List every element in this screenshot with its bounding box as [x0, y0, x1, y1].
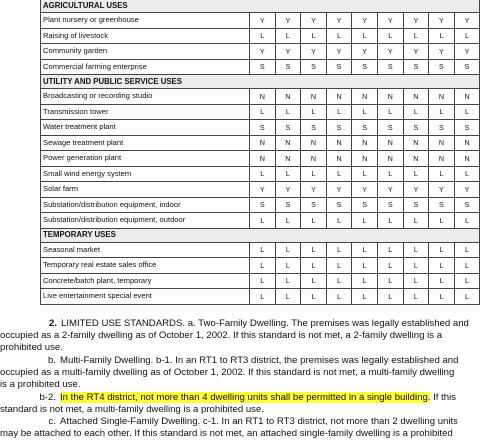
permission-cell: L: [275, 166, 301, 182]
table-row: [41, 28, 480, 44]
permission-cell: L: [429, 242, 455, 258]
paragraph-b: [0, 355, 496, 367]
use-name-cell: Community garden: [41, 44, 250, 60]
paragraph-text: Multi-Family Dwelling. b-1. In an RT1 to RT3 district, the premises was legally established and: [60, 355, 459, 366]
permission-cell: L: [377, 104, 403, 120]
permission-cell: L: [352, 273, 378, 289]
permission-cell: L: [250, 258, 276, 274]
permission-cell: L: [326, 289, 352, 305]
permission-cell: N: [454, 89, 480, 105]
paragraph-b-line: [0, 379, 496, 391]
permission-cell: N: [429, 151, 455, 167]
permission-cell: S: [301, 197, 327, 213]
permission-cell: L: [352, 242, 378, 258]
permission-cell: N: [403, 89, 429, 105]
permission-cell: Y: [301, 44, 327, 60]
permission-cell: L: [326, 104, 352, 120]
table-row: [41, 182, 480, 198]
table-row: [41, 197, 480, 213]
table-row: [41, 258, 480, 274]
permission-cell: L: [301, 213, 327, 229]
permission-cell: L: [377, 258, 403, 274]
permission-cell: L: [250, 28, 276, 44]
permission-cell: N: [377, 89, 403, 105]
table-row: [41, 151, 480, 167]
permission-cell: N: [326, 89, 352, 105]
permission-cell: Y: [250, 44, 276, 60]
table-row: [41, 120, 480, 136]
permission-cell: L: [301, 166, 327, 182]
permission-cell: S: [275, 120, 301, 136]
permission-cell: Y: [250, 182, 276, 198]
paragraph-text: occupied as a multi-family dwelling as of October 1, 2002. If this standard is not met, a multi-family dwelling: [0, 367, 455, 378]
permission-cell: S: [454, 59, 480, 75]
permission-cell: Y: [403, 44, 429, 60]
permission-cell: N: [429, 135, 455, 151]
permission-cell: L: [429, 258, 455, 274]
permission-cell: N: [352, 135, 378, 151]
table-row: [41, 242, 480, 258]
permission-cell: S: [250, 59, 276, 75]
permission-cell: S: [403, 120, 429, 136]
permission-cell: L: [403, 258, 429, 274]
paragraph-number: c.: [48, 416, 56, 427]
paragraph-text: is a prohibited use.: [0, 379, 81, 390]
permission-cell: N: [377, 135, 403, 151]
permission-cell: L: [301, 28, 327, 44]
permission-cell: N: [275, 89, 301, 105]
use-name-cell: Raising of livestock: [41, 28, 250, 44]
use-name-cell: Small wind energy system: [41, 166, 250, 182]
permission-cell: L: [352, 104, 378, 120]
permission-cell: L: [454, 28, 480, 44]
permission-cell: N: [250, 135, 276, 151]
permission-cell: L: [326, 273, 352, 289]
use-name-cell: Live entertainment special event: [41, 289, 250, 305]
table-row: [41, 166, 480, 182]
permission-cell: L: [352, 166, 378, 182]
permission-cell: L: [403, 289, 429, 305]
permission-cell: L: [275, 273, 301, 289]
use-name-cell: Temporary real estate sales office: [41, 258, 250, 274]
permission-cell: N: [429, 89, 455, 105]
permission-cell: L: [403, 242, 429, 258]
paragraph-text: standard is not met, a multi-family dwelling is a prohibited use.: [0, 404, 264, 415]
permission-cell: N: [301, 135, 327, 151]
section-header-row: [41, 228, 480, 242]
highlighted-text: In the RT4 district, not more than 4 dwelling units shall be permitted in a single building.: [60, 392, 431, 403]
permission-cell: S: [275, 59, 301, 75]
permission-cell: L: [275, 28, 301, 44]
paragraph-c-line: [0, 428, 496, 440]
permission-cell: L: [429, 166, 455, 182]
permission-cell: N: [352, 89, 378, 105]
section-title: TEMPORARY USES: [41, 228, 480, 242]
permission-cell: L: [454, 104, 480, 120]
permission-cell: S: [352, 59, 378, 75]
permission-cell: L: [352, 258, 378, 274]
permission-cell: Y: [301, 13, 327, 29]
permission-cell: L: [250, 104, 276, 120]
permission-cell: S: [326, 197, 352, 213]
section-title: AGRICULTURAL USES: [41, 0, 480, 13]
permission-cell: L: [429, 289, 455, 305]
permission-cell: N: [454, 135, 480, 151]
permission-cell: L: [352, 28, 378, 44]
paragraph-number: b-2.: [39, 392, 56, 403]
permission-cell: S: [275, 197, 301, 213]
permission-cell: S: [301, 120, 327, 136]
permission-cell: L: [326, 28, 352, 44]
paragraph-number: b.: [47, 355, 56, 366]
permission-cell: Y: [377, 182, 403, 198]
permission-cell: L: [326, 166, 352, 182]
permission-cell: L: [377, 242, 403, 258]
permission-cell: L: [454, 273, 480, 289]
use-table: [40, 0, 480, 305]
permission-cell: L: [377, 213, 403, 229]
section-header-row: [41, 0, 480, 13]
table-row: [41, 59, 480, 75]
permission-cell: L: [403, 28, 429, 44]
permission-cell: N: [275, 151, 301, 167]
permission-cell: S: [250, 197, 276, 213]
permission-cell: Y: [454, 44, 480, 60]
permission-cell: S: [454, 120, 480, 136]
permission-cell: S: [326, 120, 352, 136]
permission-cell: L: [377, 166, 403, 182]
paragraph-number: 2.: [48, 318, 57, 329]
permission-cell: L: [275, 289, 301, 305]
paragraph-b-line: [0, 367, 496, 379]
paragraph-text: prohibited use.: [0, 342, 63, 353]
paragraph-2-line: [0, 342, 496, 354]
permission-cell: S: [301, 59, 327, 75]
permission-cell: N: [454, 151, 480, 167]
table-row: [41, 273, 480, 289]
paragraph-2-line: [0, 330, 496, 342]
permission-cell: Y: [250, 13, 276, 29]
permission-cell: Y: [429, 44, 455, 60]
permission-cell: L: [403, 213, 429, 229]
paragraph-c: [0, 416, 496, 428]
permission-cell: L: [250, 166, 276, 182]
permission-cell: L: [454, 289, 480, 305]
permission-cell: N: [403, 135, 429, 151]
permission-cell: S: [377, 197, 403, 213]
permission-cell: L: [377, 28, 403, 44]
paragraph-2: [0, 318, 496, 330]
permission-cell: S: [403, 59, 429, 75]
permission-cell: Y: [352, 13, 378, 29]
permission-cell: Y: [429, 13, 455, 29]
use-name-cell: Substation/distribution equipment, outdoor: [41, 213, 250, 229]
use-name-cell: Water treatment plant: [41, 120, 250, 136]
permission-cell: L: [250, 273, 276, 289]
permission-cell: Y: [454, 13, 480, 29]
paragraph-text: occupied as a 2-family dwelling as of October 1, 2002. If this standard is not met, a 2-family dwelling is a: [0, 330, 443, 341]
permission-cell: Y: [275, 13, 301, 29]
permission-cell: Y: [429, 182, 455, 198]
permission-cell: L: [275, 258, 301, 274]
permission-cell: S: [352, 197, 378, 213]
section-header-row: [41, 75, 480, 89]
permission-cell: N: [250, 89, 276, 105]
use-name-cell: Power generation plant: [41, 151, 250, 167]
permission-cell: S: [250, 120, 276, 136]
permission-cell: Y: [377, 44, 403, 60]
paragraph-text: may be attached to each other. If this standard is not met, an attached single-family dwelling is a prohibited: [0, 428, 453, 439]
permission-cell: N: [301, 89, 327, 105]
table-row: [41, 135, 480, 151]
permission-cell: L: [275, 242, 301, 258]
paragraph-text: LIMITED USE STANDARDS. a. Two-Family Dwelling. The premises was legally established and: [61, 318, 469, 329]
table-row: [41, 213, 480, 229]
table-row: [41, 289, 480, 305]
permission-cell: L: [352, 289, 378, 305]
table-row: [41, 13, 480, 29]
permission-cell: L: [301, 258, 327, 274]
permission-cell: S: [429, 120, 455, 136]
permission-cell: Y: [301, 182, 327, 198]
permission-cell: L: [301, 273, 327, 289]
permission-cell: L: [326, 242, 352, 258]
permission-cell: L: [429, 104, 455, 120]
permission-cell: L: [250, 213, 276, 229]
permission-cell: Y: [326, 44, 352, 60]
permission-cell: N: [403, 151, 429, 167]
paragraph-b2: [0, 392, 496, 404]
permission-cell: Y: [352, 182, 378, 198]
permission-cell: L: [301, 242, 327, 258]
permission-cell: L: [454, 242, 480, 258]
permission-cell: N: [326, 135, 352, 151]
permission-cell: N: [275, 135, 301, 151]
permission-cell: S: [352, 120, 378, 136]
permission-cell: Y: [377, 13, 403, 29]
permission-cell: L: [429, 28, 455, 44]
permission-cell: N: [352, 151, 378, 167]
permission-cell: L: [301, 289, 327, 305]
permission-cell: Y: [275, 44, 301, 60]
permission-cell: L: [429, 273, 455, 289]
permission-cell: Y: [403, 182, 429, 198]
use-name-cell: Plant nursery or greenhouse: [41, 13, 250, 29]
permission-cell: N: [377, 151, 403, 167]
permission-cell: L: [352, 213, 378, 229]
permission-cell: L: [326, 213, 352, 229]
use-name-cell: Commercial farming enterprise: [41, 59, 250, 75]
use-name-cell: Sewage treatment plant: [41, 135, 250, 151]
table-row: [41, 89, 480, 105]
permission-cell: L: [301, 104, 327, 120]
permission-cell: L: [250, 289, 276, 305]
use-name-cell: Concrete/batch plant, temporary: [41, 273, 250, 289]
permission-cell: S: [377, 120, 403, 136]
permission-cell: L: [429, 213, 455, 229]
permission-cell: S: [403, 197, 429, 213]
permission-cell: S: [326, 59, 352, 75]
table-row: [41, 44, 480, 60]
paragraph-text: If this: [430, 392, 457, 403]
table-row: [41, 104, 480, 120]
use-name-cell: Solar farm: [41, 182, 250, 198]
permission-cell: L: [275, 104, 301, 120]
permission-cell: Y: [454, 182, 480, 198]
permission-cell: S: [454, 197, 480, 213]
permission-cell: L: [377, 289, 403, 305]
permission-cell: Y: [326, 182, 352, 198]
section-title: UTILITY AND PUBLIC SERVICE USES: [41, 75, 480, 89]
paragraph-text: Attached Single-Family Dwelling. c-1. In an RT1 to RT3 district, not more than 2 dwelling units: [60, 416, 458, 427]
permission-cell: L: [403, 104, 429, 120]
permission-cell: L: [326, 258, 352, 274]
permission-cell: L: [250, 242, 276, 258]
paragraph-b2-line: [0, 404, 496, 416]
permission-cell: L: [454, 258, 480, 274]
permission-cell: L: [403, 166, 429, 182]
use-name-cell: Transmission tower: [41, 104, 250, 120]
permission-cell: Y: [326, 13, 352, 29]
permission-cell: Y: [352, 44, 378, 60]
permission-cell: L: [454, 213, 480, 229]
permission-cell: L: [275, 213, 301, 229]
permission-cell: L: [454, 166, 480, 182]
permission-cell: Y: [403, 13, 429, 29]
permission-cell: N: [250, 151, 276, 167]
permission-cell: S: [429, 59, 455, 75]
use-name-cell: Seasonal market: [41, 242, 250, 258]
permission-cell: L: [377, 273, 403, 289]
use-name-cell: Substation/distribution equipment, indoor: [41, 197, 250, 213]
permission-cell: S: [429, 197, 455, 213]
permission-cell: Y: [275, 182, 301, 198]
permission-cell: N: [326, 151, 352, 167]
permission-cell: N: [301, 151, 327, 167]
permission-cell: L: [403, 273, 429, 289]
use-name-cell: Broadcasting or recording studio: [41, 89, 250, 105]
permission-cell: S: [377, 59, 403, 75]
